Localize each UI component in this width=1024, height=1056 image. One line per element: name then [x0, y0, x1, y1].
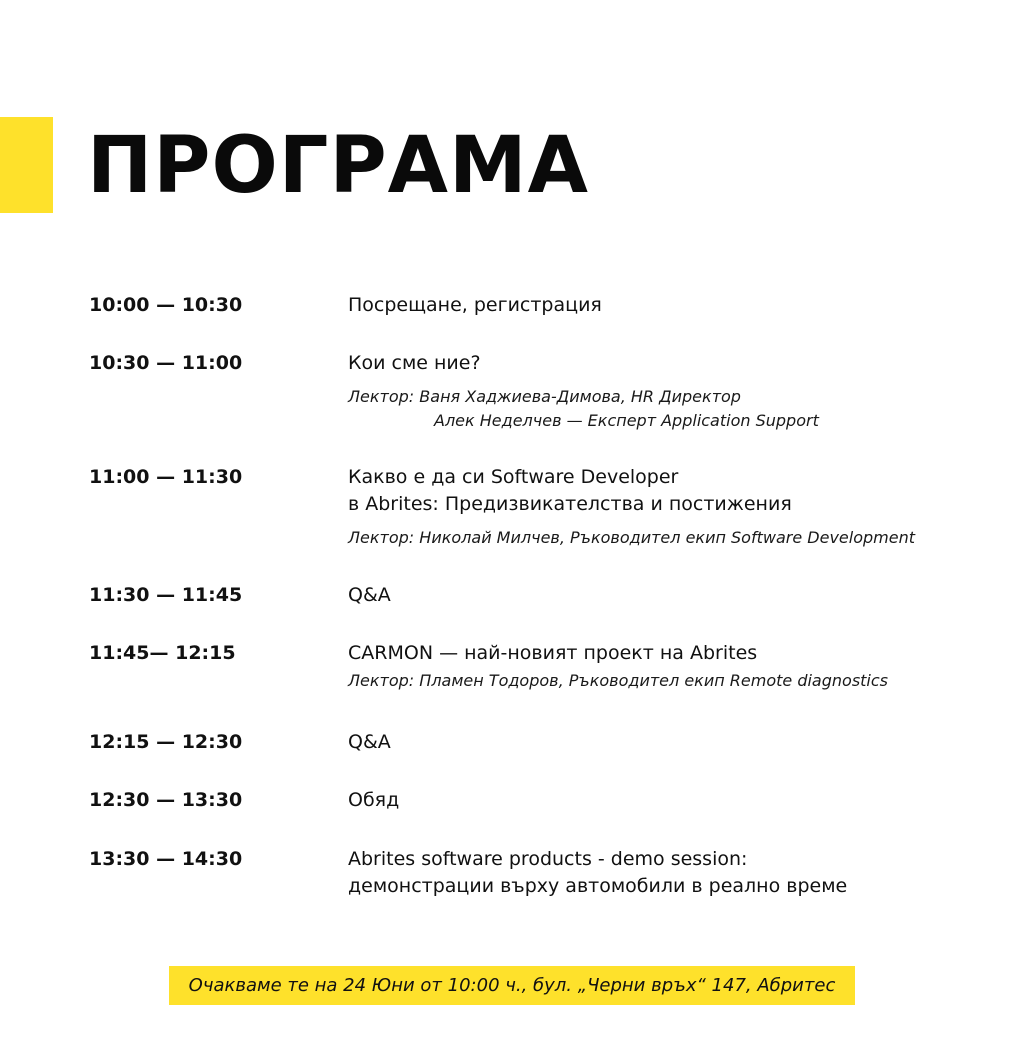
- session-speaker: Лектор: Пламен Тодоров, Ръководител екип Remote diagnostics: [348, 671, 888, 690]
- session-speaker: Лектор: Николай Милчев, Ръководител екип Software Development: [348, 528, 915, 547]
- session-speaker: Алек Неделчев — Експерт Application Support: [434, 411, 819, 430]
- session-title: Кои сме ние?: [348, 352, 481, 374]
- footer-text: Очакваме те на 24 Юни от 10:00 ч., бул. „Черни връх“ 147, Абритес: [188, 975, 836, 996]
- session-speaker: Лектор: Ваня Хаджиева-Димова, HR Директор: [348, 387, 741, 406]
- schedule-content: [348, 582, 988, 609]
- accent-bar: [0, 117, 53, 213]
- schedule-time: 13:30 — 14:30: [89, 848, 243, 870]
- schedule-time: 11:30 — 11:45: [89, 584, 243, 606]
- page-title: ПРОГРАМА: [87, 121, 589, 211]
- session-title: Посрещане, регистрация: [348, 294, 602, 316]
- schedule-content: [348, 464, 988, 550]
- schedule-time: 12:30 — 13:30: [89, 789, 243, 811]
- schedule-content: [348, 729, 988, 756]
- session-title: Какво е да си Software Developer: [348, 466, 679, 488]
- schedule-time: 12:15 — 12:30: [89, 731, 243, 753]
- session-title: Обяд: [348, 789, 400, 811]
- schedule-time: 11:00 — 11:30: [89, 466, 243, 488]
- session-title: CARMON — най-новият проект на Abrites: [348, 642, 758, 664]
- schedule-content: [348, 787, 988, 814]
- session-title: Q&A: [348, 731, 391, 753]
- schedule-content: [348, 640, 988, 693]
- session-title: Q&A: [348, 584, 391, 606]
- session-title: в Abrites: Предизвикателства и постижения: [348, 493, 792, 515]
- schedule-time: 10:00 — 10:30: [89, 294, 243, 316]
- schedule-time: 11:45— 12:15: [89, 642, 236, 664]
- schedule-content: [348, 846, 988, 900]
- schedule-content: [348, 292, 988, 319]
- schedule-time: 10:30 — 11:00: [89, 352, 243, 374]
- session-title: Abrites software products - demo session:: [348, 848, 748, 870]
- session-title: демонстрации върху автомобили в реално време: [348, 875, 848, 897]
- footer-banner: [169, 966, 855, 1005]
- schedule-content: [348, 350, 988, 433]
